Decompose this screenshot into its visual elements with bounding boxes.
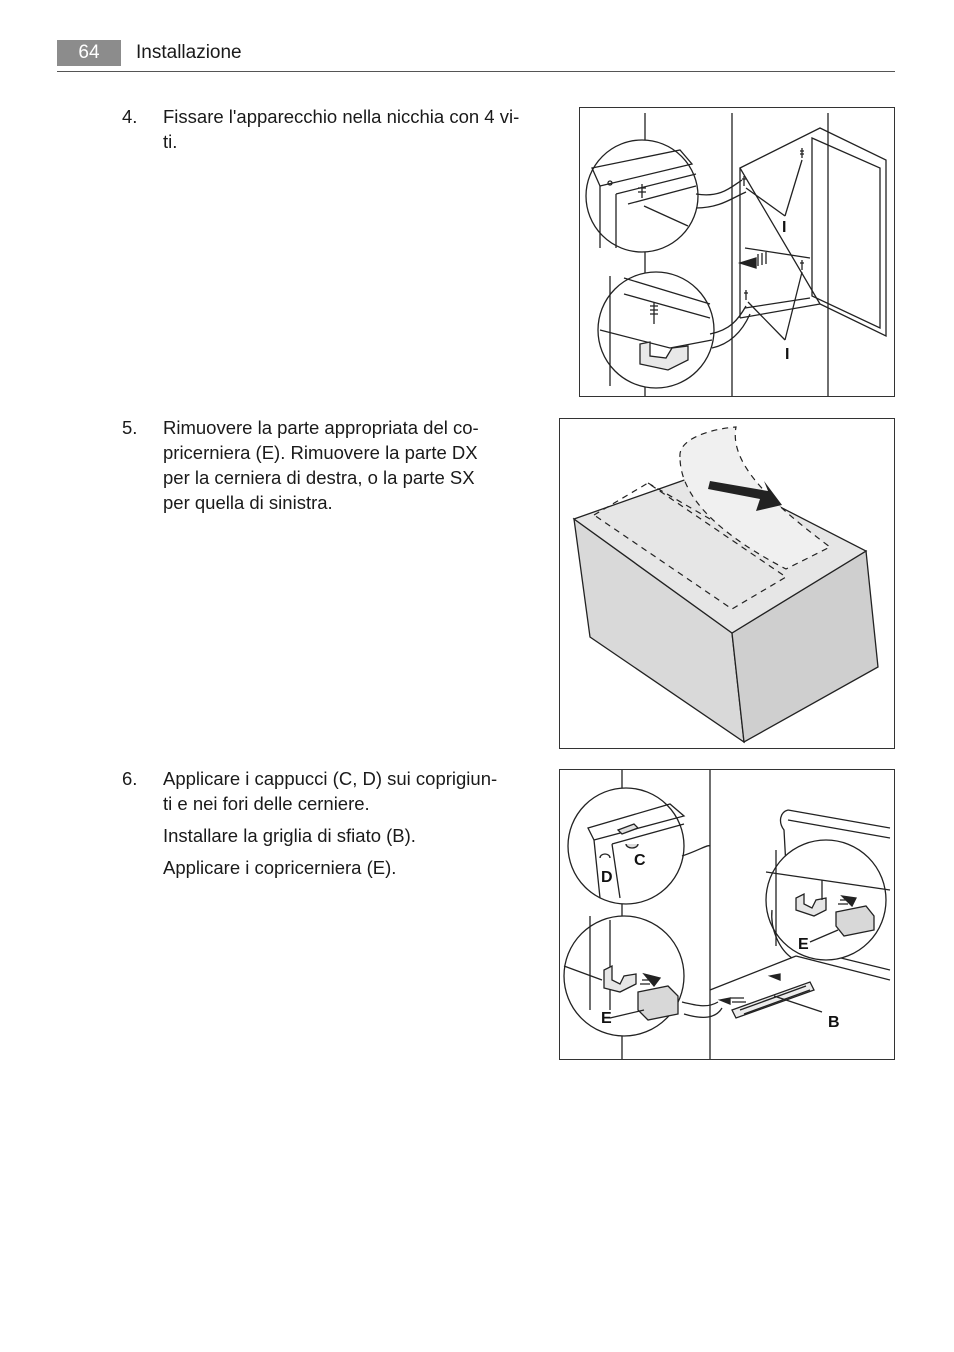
label-d: D — [601, 869, 613, 886]
label-e-right: E — [798, 936, 809, 953]
page-number: 64 — [57, 40, 121, 66]
step-number: 4. — [122, 106, 138, 127]
label-i-top: I — [782, 219, 787, 236]
step-line: Fissare l'apparecchio nella nicchia con 4 vi- — [163, 106, 520, 127]
section-title: Installazione — [136, 42, 242, 63]
label-i-bottom: I — [785, 346, 790, 363]
label-e-left: E — [601, 1010, 612, 1027]
page-header — [57, 40, 895, 72]
figure-caps-grille — [559, 769, 895, 1060]
step-text — [163, 415, 533, 515]
step-line: ti e nei fori delle cerniere. — [163, 793, 370, 814]
step-number: 5. — [122, 417, 138, 438]
figure-hinge-cover — [559, 418, 895, 749]
step-line: ti. — [163, 131, 178, 152]
step-text — [163, 766, 533, 880]
step-number: 6. — [122, 768, 138, 789]
step-extra: Applicare i copricerniera (E). — [163, 857, 397, 878]
step-text — [163, 104, 533, 154]
step-line: per quella di sinistra. — [163, 492, 333, 513]
figure-screws — [579, 107, 895, 397]
step-line: Rimuovere la parte appropriata del co- — [163, 417, 479, 438]
label-b: B — [828, 1014, 840, 1031]
step-line: Applicare i cappucci (C, D) sui coprigiun- — [163, 768, 498, 789]
step-line: per la cerniera di destra, o la parte SX — [163, 467, 475, 488]
label-c: C — [634, 852, 646, 869]
step-extra: Installare la griglia di sfiato (B). — [163, 825, 416, 846]
step-line: pricerniera (E). Rimuovere la parte DX — [163, 442, 478, 463]
